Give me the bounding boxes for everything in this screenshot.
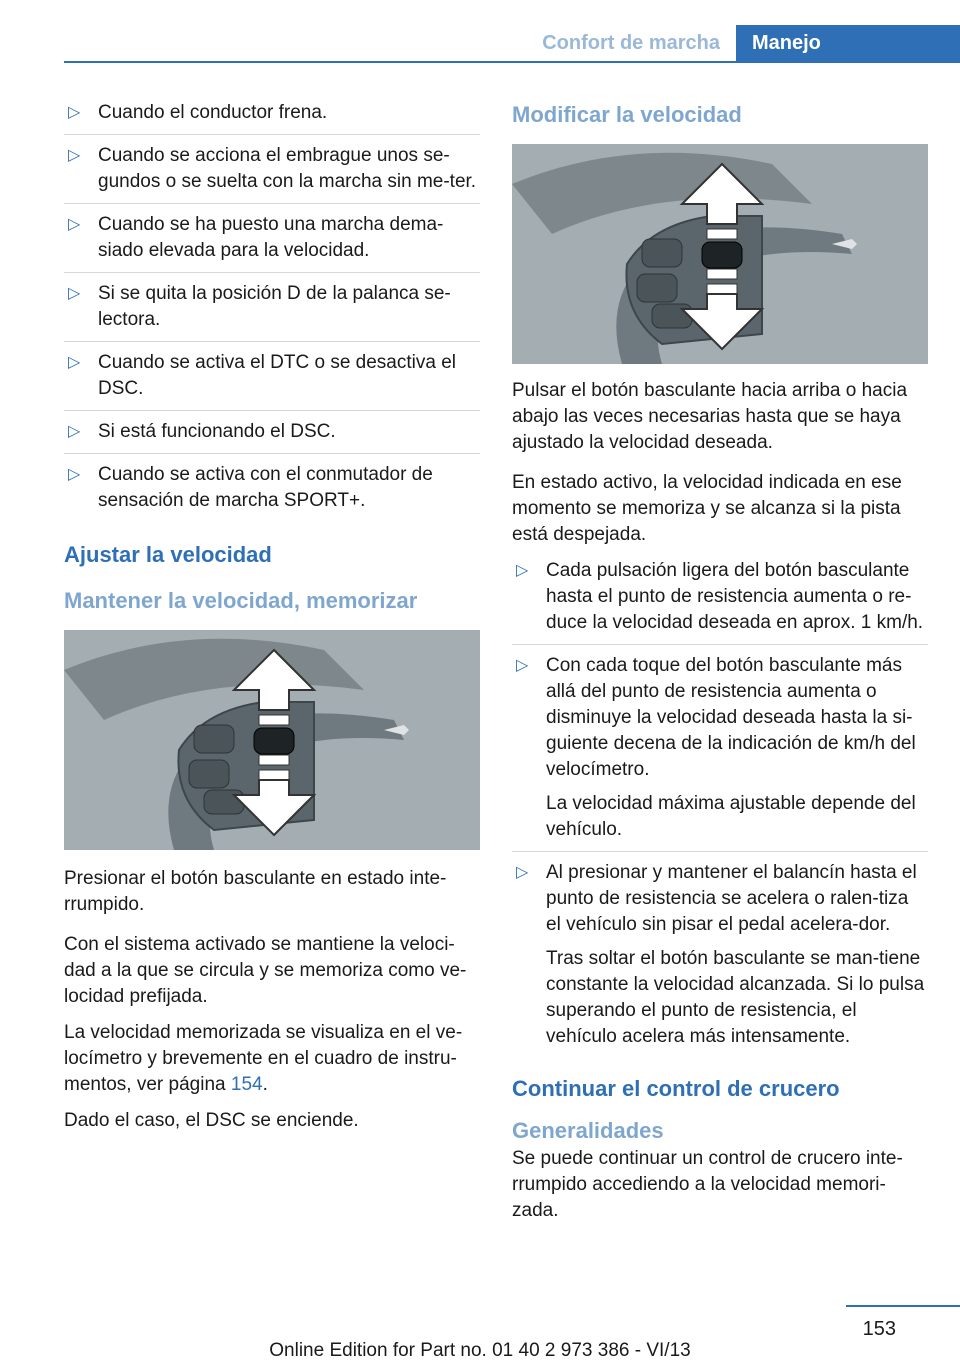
cancel-conditions-list <box>64 100 480 522</box>
header-chapter-tab: Manejo <box>736 25 960 63</box>
list-item: ▷ Cuando se acciona el embrague unos se-gundos o se suelta con la marcha sin me-ter. <box>64 143 480 204</box>
header-rule <box>64 61 960 63</box>
triangle-right-icon: ▷ <box>68 423 81 440</box>
paragraph: En estado activo, la velocidad indicada en ese momento se memoriza y se alcanza si la pista está despejada. <box>512 472 902 545</box>
header-section-title: Confort de marcha <box>542 32 720 54</box>
list-item: ▷ Cada pulsación ligera del botón basculante hasta el punto de resistencia aumenta o re-duce la velocidad deseada en aprox. 1 km/h. <box>512 558 928 645</box>
steering-wheel-illustration <box>64 630 480 850</box>
section-heading: Continuar el control de crucero <box>512 1076 840 1101</box>
page-number-rule <box>846 1305 960 1307</box>
list-item: ▷ Si se quita la posición D de la palanca se-lectora. <box>64 281 480 342</box>
list-item: ▷ Cuando se activa con el conmutador de sensación de marcha SPORT+. <box>68 464 433 511</box>
triangle-right-icon: ▷ <box>68 466 81 483</box>
subsection-heading: Mantener la velocidad, memorizar <box>64 588 418 613</box>
page-link[interactable]: 154 <box>230 1074 263 1095</box>
list-item: ▷ Cuando el conductor frena. <box>64 100 480 135</box>
subsection-heading: Modificar la velocidad <box>512 102 742 127</box>
triangle-right-icon: ▷ <box>516 864 529 881</box>
steering-wheel-rocker-image <box>64 630 480 850</box>
triangle-right-icon: ▷ <box>68 216 81 233</box>
left-column <box>64 100 480 1144</box>
list-item: ▷ Con cada toque del botón basculante más allá del punto de resistencia aumenta o disminuye la velocidad deseada hasta la si-guiente decena de la indicación de km/h del velocímetro. La velocidad máxima ajustable depende del vehículo. <box>512 653 928 852</box>
triangle-right-icon: ▷ <box>516 657 529 674</box>
page-number: 153 <box>862 1318 896 1340</box>
paragraph: La velocidad memorizada se visualiza en el ve-locímetro y brevemente en el cuadro de instru-mentos, ver página 154. <box>64 1022 463 1095</box>
section-heading: Ajustar la velocidad <box>64 542 272 567</box>
subsection-heading: Generalidades <box>512 1118 664 1143</box>
triangle-right-icon: ▷ <box>68 285 81 302</box>
paragraph: Dado el caso, el DSC se enciende. <box>64 1110 359 1131</box>
paragraph: Presionar el botón basculante en estado inte-rrumpido. <box>64 868 447 915</box>
edition-footer: Online Edition for Part no. 01 40 2 973 386 - VI/13 <box>269 1340 691 1361</box>
steering-wheel-illustration <box>512 144 928 364</box>
list-item: ▷ Al presionar y mantener el balancín hasta el punto de resistencia se acelera o ralen-tiza el vehículo sin pisar el pedal acelera-dor. Tras soltar el botón basculante se man-tiene constante la velocidad alcanzada. Si lo pulsa superando el punto de resistencia, el vehículo acelera más intensamente. <box>516 862 925 1047</box>
triangle-right-icon: ▷ <box>68 354 81 371</box>
triangle-right-icon: ▷ <box>68 104 81 121</box>
triangle-right-icon: ▷ <box>68 147 81 164</box>
paragraph: Se puede continuar un control de crucero inte-rrumpido accediendo a la velocidad memori-zada. <box>512 1148 903 1221</box>
right-column <box>512 100 928 1234</box>
list-item: ▷ Si está funcionando el DSC. <box>64 419 480 454</box>
triangle-right-icon: ▷ <box>516 562 529 579</box>
list-item: ▷ Cuando se activa el DTC o se desactiva el DSC. <box>64 350 480 411</box>
paragraph: Pulsar el botón basculante hacia arriba o hacia abajo las veces necesarias hasta que se haya ajustado la velocidad deseada. <box>512 380 908 453</box>
speed-adjust-list <box>512 558 928 1058</box>
paragraph: Con el sistema activado se mantiene la veloci-dad a la que se circula y se memoriza como ve-locidad prefijada. <box>64 934 467 1007</box>
list-item: ▷ Cuando se ha puesto una marcha dema-siado elevada para la velocidad. <box>64 212 480 273</box>
steering-wheel-rocker-image <box>512 144 928 364</box>
